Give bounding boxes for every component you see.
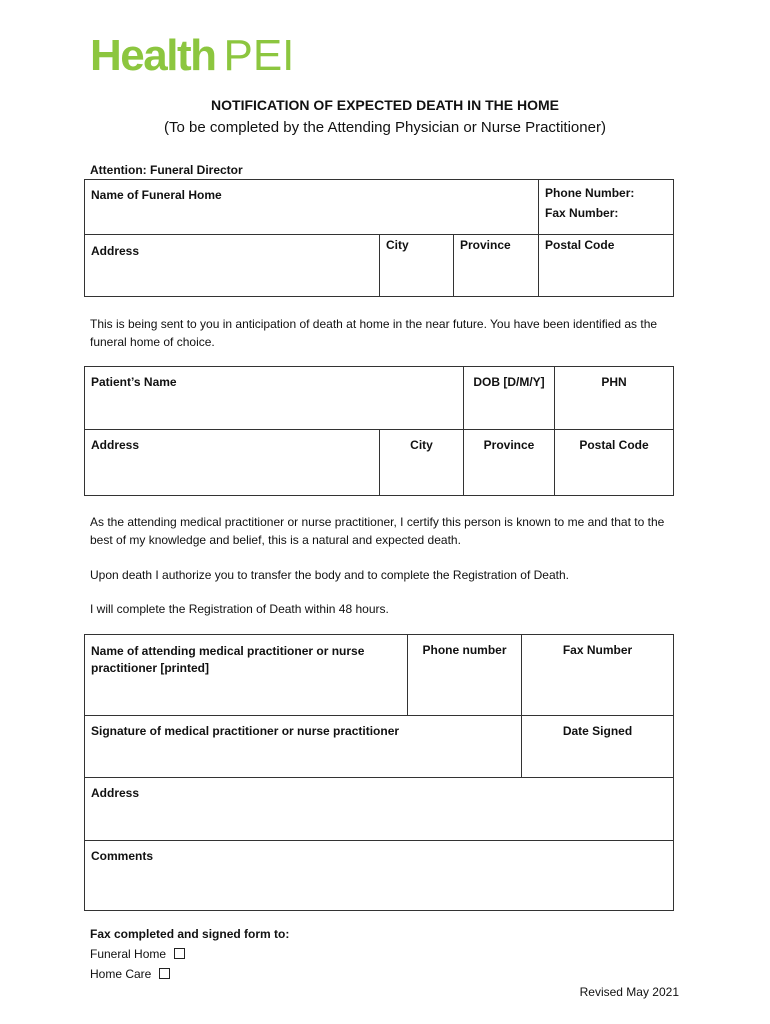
page-subtitle: (To be completed by the Attending Physician or Nurse Practitioner)	[164, 119, 606, 136]
date-signed-field[interactable]	[522, 716, 674, 778]
home-care-checkbox[interactable]	[159, 968, 170, 979]
patient-address-field[interactable]	[85, 430, 380, 496]
attention-label: Attention: Funeral Director	[90, 163, 243, 177]
patient-postal-field[interactable]	[555, 430, 674, 496]
funeral-home-table	[84, 179, 674, 297]
fax-option-funeral-home-label: Funeral Home	[90, 947, 167, 961]
comments-field[interactable]	[85, 841, 674, 911]
patient-dob-label: DOB [D/M/Y]	[473, 375, 545, 389]
patient-name-label: Patient’s Name	[91, 375, 177, 389]
practitioner-fax-field[interactable]	[522, 635, 674, 716]
practitioner-signature-label: Signature of medical practitioner or nurse practitioner	[91, 724, 400, 738]
logo-health: Health	[90, 31, 216, 80]
funeral-home-address-label: Address	[91, 244, 140, 258]
practitioner-phone-label: Phone number	[422, 643, 507, 657]
patient-phn-label: PHN	[601, 375, 627, 389]
fax-to-heading: Fax completed and signed form to:	[90, 927, 290, 941]
patient-postal-label: Postal Code	[579, 438, 649, 452]
fax-option-home-care[interactable]	[90, 964, 289, 984]
funeral-home-address-field[interactable]	[85, 235, 380, 297]
registration-paragraph: I will complete the Registration of Death within 48 hours.	[90, 602, 389, 616]
comments-label: Comments	[91, 849, 154, 863]
funeral-home-city-field[interactable]	[380, 235, 454, 297]
page-title: NOTIFICATION OF EXPECTED DEATH IN THE HOME	[211, 97, 559, 113]
practitioner-table	[84, 634, 674, 911]
fax-option-home-care-label: Home Care	[90, 967, 152, 981]
funeral-home-fax-label: Fax Number:	[545, 206, 619, 220]
funeral-home-postal-label: Postal Code	[545, 238, 615, 252]
patient-phn-field[interactable]	[555, 367, 674, 430]
certification-paragraph: As the attending medical practitioner or nurse practitioner, I certify this person is known to me and that to the best of my knowledge and belief, this is a natural and expected death.	[90, 515, 665, 547]
fax-to-block	[90, 924, 289, 984]
anticipation-paragraph: This is being sent to you in anticipation of death at home in the near future. You have been identified as the funeral home of choice.	[90, 317, 658, 349]
patient-address-label: Address	[91, 438, 140, 452]
practitioner-name-field[interactable]	[85, 635, 408, 716]
authorization-paragraph: Upon death I authorize you to transfer the body and to complete the Registration of Death.	[90, 568, 569, 582]
patient-dob-field[interactable]	[464, 367, 555, 430]
funeral-home-contact-field[interactable]	[539, 180, 674, 235]
practitioner-phone-field[interactable]	[408, 635, 522, 716]
practitioner-signature-field[interactable]	[85, 716, 522, 778]
practitioner-fax-label: Fax Number	[562, 643, 633, 657]
patient-province-field[interactable]	[464, 430, 555, 496]
funeral-home-province-field[interactable]	[454, 235, 539, 297]
funeral-home-city-label: City	[386, 238, 409, 252]
logo-pei: PEI	[223, 31, 295, 80]
funeral-home-name-label: Name of Funeral Home	[91, 188, 222, 202]
funeral-home-phone-label: Phone Number:	[545, 186, 635, 200]
patient-table	[84, 366, 674, 496]
funeral-home-checkbox[interactable]	[174, 948, 185, 959]
date-signed-label: Date Signed	[562, 724, 633, 738]
funeral-home-province-label: Province	[460, 238, 511, 252]
health-pei-logo	[90, 30, 294, 82]
revised-date: Revised May 2021	[579, 985, 679, 999]
patient-city-label: City	[410, 438, 433, 452]
patient-province-label: Province	[483, 438, 535, 452]
funeral-home-name-field[interactable]	[85, 180, 539, 235]
funeral-home-postal-field[interactable]	[539, 235, 674, 297]
patient-name-field[interactable]	[85, 367, 464, 430]
practitioner-name-label: Name of attending medical practitioner or nurse practitioner [printed]	[91, 644, 365, 675]
practitioner-address-label: Address	[91, 786, 140, 800]
patient-city-field[interactable]	[380, 430, 464, 496]
fax-option-funeral-home[interactable]	[90, 944, 289, 964]
practitioner-address-field[interactable]	[85, 778, 674, 841]
